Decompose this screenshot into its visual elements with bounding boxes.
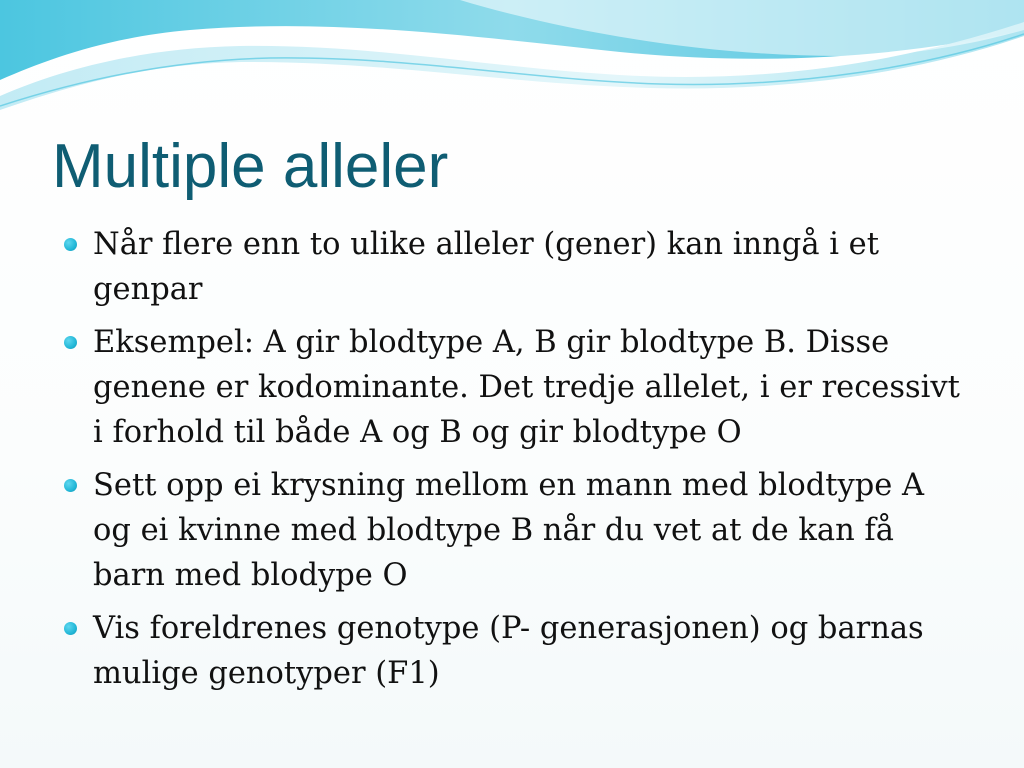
bullet-text: Vis foreldrenes genotype (P- generasjonen) og barnas mulige genotyper (F1) — [93, 611, 924, 691]
bullet-text: Når flere enn to ulike alleler (gener) kan inngå i et genpar — [93, 227, 879, 307]
bullet-item — [62, 320, 982, 455]
bullet-dot-icon — [64, 336, 77, 349]
bullet-dot-icon — [64, 479, 77, 492]
bullet-dot-icon — [64, 238, 77, 251]
bullet-dot-icon — [64, 622, 77, 635]
bullet-text: Eksempel: A gir blodtype A, B gir blodtype B. Disse genene er kodominante. Det tredje allelet, i er recessivt i forhold til både A og B og gir blodtype O — [93, 325, 960, 450]
bullet-item — [62, 222, 982, 312]
bullet-item — [62, 463, 982, 598]
bullet-text: Sett opp ei krysning mellom en mann med blodtype A og ei kvinne med blodtype B når du vet at de kan få barn med blodype O — [93, 468, 925, 593]
slide-title: Multiple alleler — [52, 132, 449, 201]
bullet-list — [62, 222, 982, 704]
bullet-item — [62, 606, 982, 696]
header-wave-decoration — [0, 0, 1024, 120]
